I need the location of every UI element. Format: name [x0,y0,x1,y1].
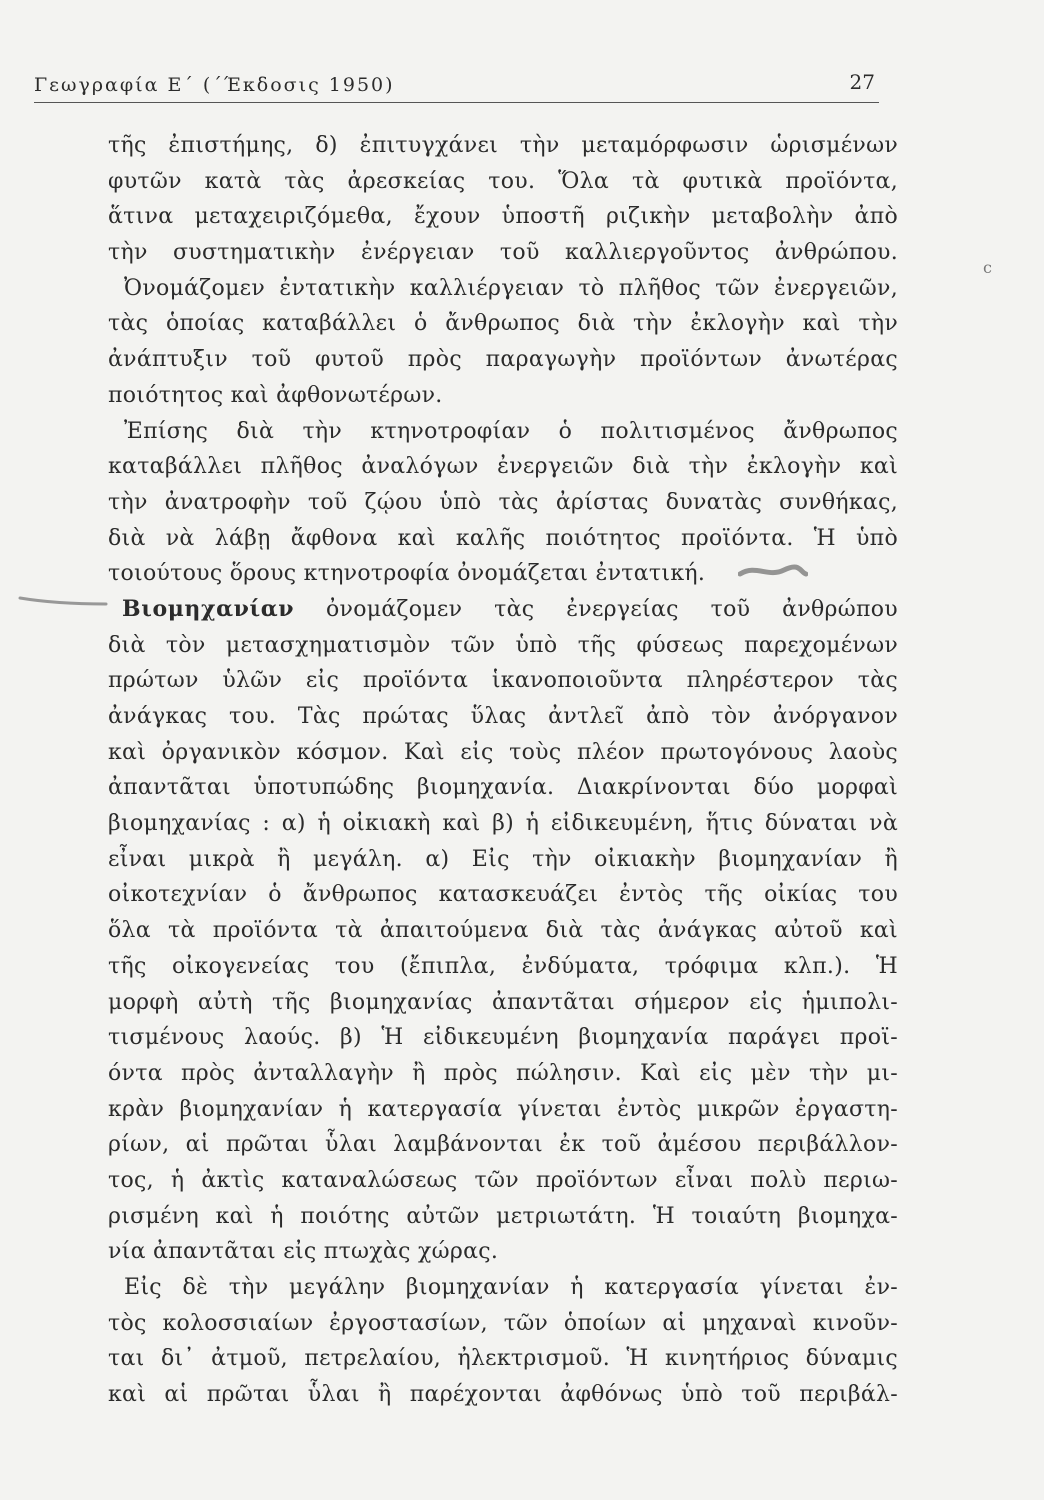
bold-term: Βιομηχανίαν [122,595,295,622]
page-number: 27 [849,70,875,94]
text-line: τὰς ὁποίας καταβάλλει ὁ ἄνθρωπος διὰ τὴν ἐκλογὴν καὶ τὴν [108,311,898,337]
text-line: καταβάλλει πλῆθος ἀναλόγων ἐνεργειῶν διὰ τὴν ἐκλογὴν καὶ [108,454,898,480]
text-line: διὰ τὸν μετασχηματισμὸν τῶν ὑπὸ τῆς φύσεως παρεχομένων [108,632,898,658]
text-line: καὶ αἱ πρῶται ὗλαι ἢ παρέχονται ἀφθόνως ὑπὸ τοῦ περιβάλ- [108,1382,898,1408]
text-line: εἶναι μικρὰ ἢ μεγάλη. α) Εἰς τὴν οἰκιακὴν βιομηχανίαν ἢ [108,846,898,872]
body-text [108,128,898,1413]
text-line: όντα πρὸς ἀνταλλαγὴν ἢ πρὸς πώλησιν. Καὶ εἰς μὲν τὴν μι- [108,1060,898,1086]
text-line: φυτῶν κατὰ τὰς ἀρεσκείας του. Ὅλα τὰ φυτικὰ προϊόντα, [108,168,898,194]
text-line: τισμένους λαούς. β) Ἡ εἰδικευμένη βιομηχανία παράγει προϊ- [108,1025,898,1051]
text-line: κρὰν βιομηχανίαν ἡ κατεργασία γίνεται ἐντὸς μικρῶν ἐργαστη- [108,1096,898,1122]
text-line: ἀνάπτυξιν τοῦ φυτοῦ πρὸς παραγωγὴν προϊόντων ἀνωτέρας [108,347,898,373]
text-line: τῆς ἐπιστήμης, δ) ἐπιτυγχάνει τὴν μεταμόρφωσιν ὡρισμένων [108,133,898,158]
text-line: τος, ἡ ἀκτὶς καταναλώσεως τῶν προϊόντων εἶναι πολὺ περιω- [108,1167,898,1193]
text-line-bold-start [108,592,898,628]
text-line: καὶ ὀργανικὸν κόσμον. Καὶ εἰς τοὺς πλέον πρωτογόνους λαοὺς [108,739,898,765]
text-line: τὸς κολοσσιαίων ἐργοστασίων, τῶν ὁποίων αἱ μηχαναὶ κινοῦν- [108,1310,898,1336]
text-line: βιομηχανίας : α) ἡ οἰκιακὴ καὶ β) ἡ εἰδικευμένη, ἥτις δύναται νὰ [108,811,898,837]
ink-stroke-mark [18,592,108,610]
page-header [34,72,879,103]
text-line: Ἐπίσης διὰ τὴν κτηνοτροφίαν ὁ πολιτισμένος ἄνθρωπος [124,418,898,444]
text-line: τὴν ἀνατροφὴν τοῦ ζῴου ὑπὸ τὰς ἀρίστας δυνατὰς συνθήκας, [108,489,898,515]
text-line: Ὀνομάζομεν ἐντατικὴν καλλιέργειαν τὸ πλῆθος τῶν ἐνεργειῶν, [124,275,898,301]
text-line: οἰκοτεχνίαν ὁ ἄνθρωπος κατασκευάζει ἐντὸς τῆς οἰκίας του [108,882,898,908]
text-line: διὰ νὰ λάβῃ ἄφθονα καὶ καλῆς ποιότητος προϊόντα. Ἡ ὑπὸ [108,525,898,551]
running-head: Γεωγραφία Ε΄ (΄Έκδοσις 1950) [34,74,395,96]
text-line: ποιότητος καὶ ἀφθονωτέρων. [108,382,443,408]
text-line: ὅλα τὰ προϊόντα τὰ ἀπαιτούμενα διὰ τὰς ἀνάγκας αὐτοῦ καὶ [108,918,898,944]
text-line: ρίων, αἱ πρῶται ὗλαι λαμβάνονται ἐκ τοῦ ἀμέσου περιβάλλον- [108,1132,898,1158]
margin-mark: c [983,258,992,277]
text-line: τῆς οἰκογενείας του (ἔπιπλα, ἐνδύματα, τρόφιμα κλπ.). Ἡ [108,953,898,979]
text-line: τοιούτους ὅρους κτηνοτροφία ὀνομάζεται ἐντατική. [108,561,706,587]
text-line: ται δι᾿ ἀτμοῦ, πετρελαίου, ἠλεκτρισμοῦ. Ἡ κινητήριος δύναμις [108,1346,898,1372]
bold-term-rest: ὀνομάζομεν τὰς ἐνεργείας τοῦ ἀνθρώπου [294,596,898,622]
text-line: ἅτινα μεταχειριζόμεθα, ἔχουν ὑποστῆ ριζικὴν μεταβολὴν ἀπὸ [108,204,898,230]
text-line: Εἰς δὲ τὴν μεγάλην βιομηχανίαν ἡ κατεργασία γίνεται ἐν- [124,1275,898,1300]
text-line: μορφὴ αὐτὴ τῆς βιομηχανίας ἀπαντᾶται σήμερον εἰς ἡμιπολι- [108,989,898,1015]
text-line: ἀπαντᾶται ὑποτυπώδης βιομηχανία. Διακρίνονται δύο μορφαὶ [108,775,898,801]
text-line: τὴν συστηματικὴν ἐνέργειαν τοῦ καλλιεργοῦντος ἀνθρώπου. [108,240,898,266]
text-line: νία ἀπαντᾶται εἰς πτωχὰς χώρας. [108,1239,499,1265]
text-line: ρισμένη καὶ ἡ ποιότης αὐτῶν μετριωτάτη. Ἡ τοιαύτη βιομηχα- [108,1203,898,1229]
text-line: πρώτων ὑλῶν εἰς προϊόντα ἱκανοποιοῦντα πληρέστερον τὰς [108,668,898,694]
text-line: ἀνάγκας του. Τὰς πρώτας ὕλας ἀντλεῖ ἀπὸ τὸν ἀνόργανον [108,704,898,729]
